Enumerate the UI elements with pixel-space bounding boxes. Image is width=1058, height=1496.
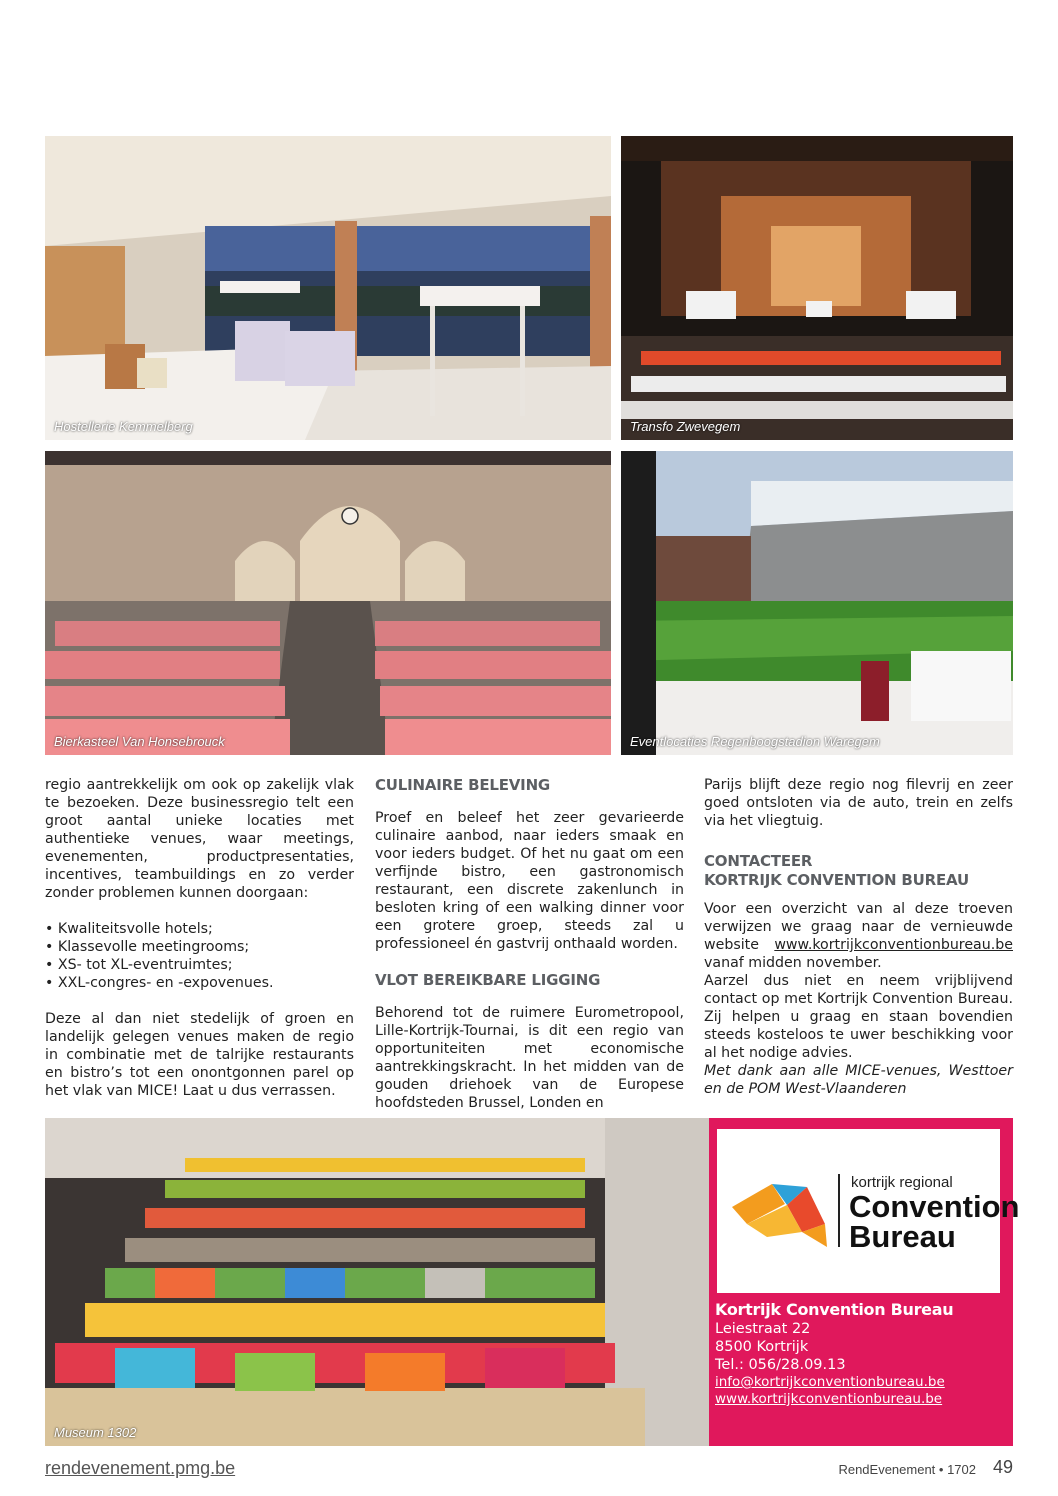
- col2-paragraph-2: Behorend tot de ruimere Eurometropool, Lille-Kortrijk-Tournai, is dit een regio van opportuniteiten met economische aantrekkingskracht. In het midden van de gouden driehoek van de Europese hoofdsteden Brussel, Londen en: [375, 1005, 684, 1111]
- heading-contacteer-line2: KORTRIJK CONVENTION BUREAU: [704, 871, 969, 889]
- contact-website-link[interactable]: www.kortrijkconventionbureau.be: [715, 1391, 943, 1407]
- col3-thanks: Met dank aan alle MICE-venues, Westtoer en de POM West-Vlaanderen: [704, 1063, 1013, 1097]
- contact-email-link[interactable]: info@kortrijkconventionbureau.be: [715, 1374, 945, 1390]
- contact-street: Leiestraat 22: [715, 1321, 811, 1337]
- list-item: • XS- tot XL-eventruimtes;: [45, 956, 354, 974]
- footer-website-link[interactable]: rendevenement.pmg.be: [45, 1458, 236, 1478]
- kemmelberg-image: [45, 136, 611, 440]
- contact-name: Kortrijk Convention Bureau: [715, 1300, 954, 1319]
- logo-bureau-text: Bureau: [849, 1219, 956, 1254]
- photo-museum-1302: [45, 1118, 709, 1446]
- contact-city: 8500 Kortrijk: [715, 1339, 809, 1355]
- kortrijk-convention-bureau-logo: [717, 1129, 1020, 1293]
- logo-box: [717, 1129, 1020, 1293]
- photo-hostellerie-kemmelberg: [45, 136, 611, 440]
- caption-kemmelberg: Hostellerie Kemmelberg: [54, 419, 193, 434]
- contact-details: [715, 1300, 953, 1408]
- heading-contacteer-line1: CONTACTEER: [704, 852, 813, 870]
- col3-paragraph-1: Parijs blijft deze regio nog filevrij en zeer goed ontsloten via de auto, trein en zelfs via het vliegtuig.: [704, 777, 1013, 829]
- transfo-image: [621, 136, 1013, 440]
- caption-museum: Museum 1302: [54, 1425, 137, 1440]
- column-2: [375, 776, 684, 1112]
- col3-paragraph-3: Aarzel dus niet en neem vrijblijvend contact op met Kortrijk Convention Bureau. Zij helpen u graag en staan bovendien steeds kosteloos te uwer beschikking voor al het nodige advies.: [704, 973, 1013, 1061]
- photo-regenboogstadion: [621, 451, 1013, 755]
- page-number: 49: [992, 1457, 1013, 1477]
- website-link[interactable]: www.kortrijkconventionbureau.be: [774, 937, 1013, 953]
- contact-phone: Tel.: 056/28.09.13: [715, 1357, 846, 1373]
- col3-paragraph-2: [704, 900, 1013, 972]
- contact-panel: [709, 1118, 1020, 1446]
- bierkasteel-image: [45, 451, 611, 755]
- caption-transfo: Transfo Zwevegem: [630, 419, 741, 434]
- list-item: • Klassevolle meetingrooms;: [45, 938, 354, 956]
- list-item: • Kwaliteitsvolle hotels;: [45, 920, 354, 938]
- column-1: [45, 776, 354, 1100]
- col1-paragraph-2: Deze al dan niet stedelijk of groen en landelijk gelegen venues maken de regio in combinatie met de talrijke restaurants en bistro’s tot een onontgonnen parel op het vlak van MICE! Laat u dus verrassen.: [45, 1011, 354, 1099]
- venue-list: [45, 920, 354, 992]
- logo-small-text: kortrijk regional: [851, 1174, 953, 1191]
- photo-transfo-zwevegem: [621, 136, 1013, 440]
- caption-bierkasteel: Bierkasteel Van Honsebrouck: [54, 734, 225, 749]
- regenboog-image: [621, 451, 1013, 755]
- col1-paragraph-1: regio aantrekkelijk om ook op zakelijk vlak te bezoeken. Deze businessregio telt een groot aantal unieke locaties met authentieke venues, waar meetings, evenementen, productpresentaties, incentives, teambuildings en zo verder zonder problemen kunnen doorgaan:: [45, 777, 354, 901]
- text-after-link: vanaf midden november.: [704, 955, 882, 971]
- heading-culinaire-beleving: CULINAIRE BELEVING: [375, 776, 551, 794]
- column-3: [704, 776, 1013, 1098]
- list-item: • XXL-congres- en -expovenues.: [45, 974, 354, 992]
- photo-bierkasteel: [45, 451, 611, 755]
- text-before-link: Voor een overzicht van al deze troeven verwijzen we graag naar de vernieuwde website: [704, 901, 1013, 953]
- logo-convention-text: Convention: [849, 1189, 1020, 1224]
- museum-image: [45, 1118, 709, 1446]
- caption-regenboog: Eventlocaties Regenboogstadion Waregem: [630, 734, 880, 749]
- footer-magazine-issue: RendEvenement • 1702: [838, 1462, 976, 1477]
- heading-contacteer: [704, 852, 1013, 890]
- col2-paragraph-1: Proef en beleef het zeer gevarieerde culinaire aanbod, naar ieders smaak en voor ieders budget. Of het nu gaat om een verfijnde bistro, een gastronomisch restaurant, een discrete zakenlunch in besloten kring of een walking dinner voor een grotere groep, steeds zal u professioneel én gastvrij onthaald worden.: [375, 810, 684, 952]
- heading-vlot-bereikbare-ligging: VLOT BEREIKBARE LIGGING: [375, 971, 601, 989]
